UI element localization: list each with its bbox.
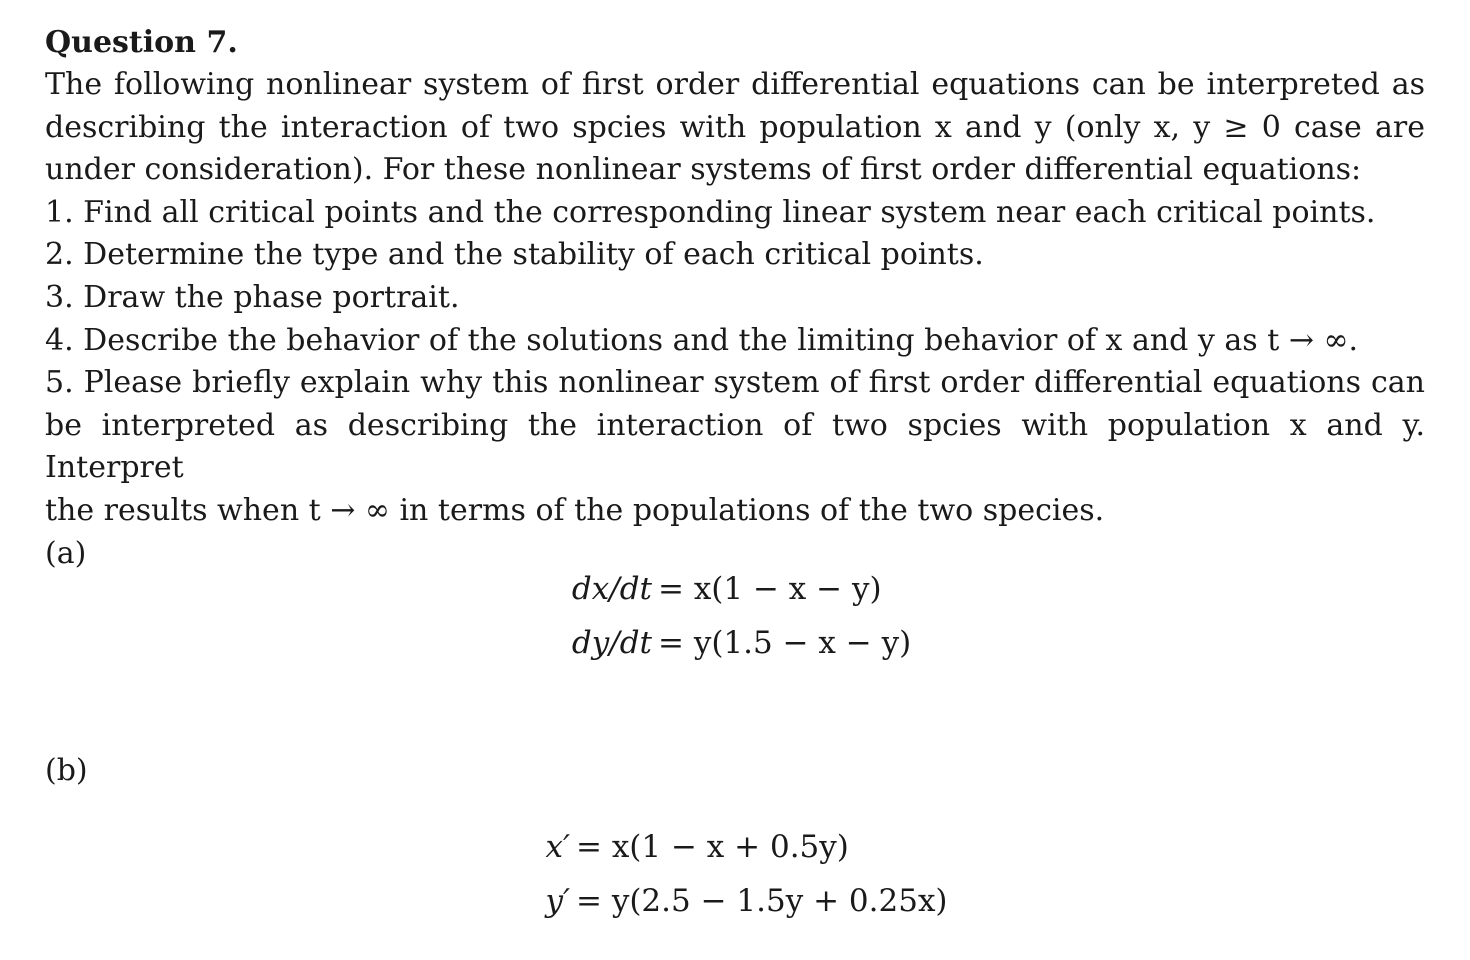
- question-title: Question 7.: [45, 25, 238, 60]
- part-b-eq1-lhs: x′: [545, 829, 570, 865]
- part-b-eq2-lhs: y′: [545, 883, 570, 919]
- intro-line-1: The following nonlinear system of first order differential equations can be interpreted as: [45, 67, 1425, 102]
- part-a-eq2-lhs: dy/dt: [571, 625, 652, 661]
- task-2: 2. Determine the type and the stability of each critical points.: [45, 237, 984, 273]
- part-a-equation-2: [562, 616, 911, 670]
- part-a-equation-1: [562, 562, 911, 616]
- part-b-eq2-rhs: = y(2.5 − 1.5y + 0.25x): [576, 883, 948, 919]
- part-a-eq2-rhs: = y(1.5 − x − y): [658, 625, 912, 661]
- part-b-label: (b): [45, 753, 88, 788]
- task-5-line-2: be interpreted as describing the interaction of two spcies with population x and y. Interpret: [45, 407, 1425, 486]
- intro-line-2: describing the interaction of two spcies with population x and y (only x, y ≥ 0 case are: [45, 109, 1425, 145]
- task-5-line-3: the results when t → ∞ in terms of the populations of the two species.: [45, 492, 1105, 528]
- part-b-eq1-rhs: = x(1 − x + 0.5y): [576, 829, 849, 865]
- part-a-eq1-rhs: = x(1 − x − y): [658, 571, 882, 607]
- part-b-equation-2: [538, 874, 948, 928]
- part-a-equations: [562, 562, 911, 670]
- part-b-equation-1: [538, 820, 948, 874]
- question-7: [45, 22, 1425, 575]
- intro-line-3: under consideration). For these nonlinear systems of first order differential equations:: [45, 152, 1362, 188]
- task-5-line-1: 5. Please briefly explain why this nonlinear system of first order differential equations can: [45, 365, 1425, 401]
- part-a-eq1-lhs: dx/dt: [571, 571, 652, 607]
- task-4: 4. Describe the behavior of the solutions and the limiting behavior of x and y as t → ∞.: [45, 322, 1359, 358]
- part-b-equations: [538, 820, 948, 928]
- task-1: 1. Find all critical points and the corresponding linear system near each critical points.: [45, 194, 1376, 230]
- task-3: 3. Draw the phase portrait.: [45, 279, 460, 315]
- part-a-label: (a): [45, 535, 87, 571]
